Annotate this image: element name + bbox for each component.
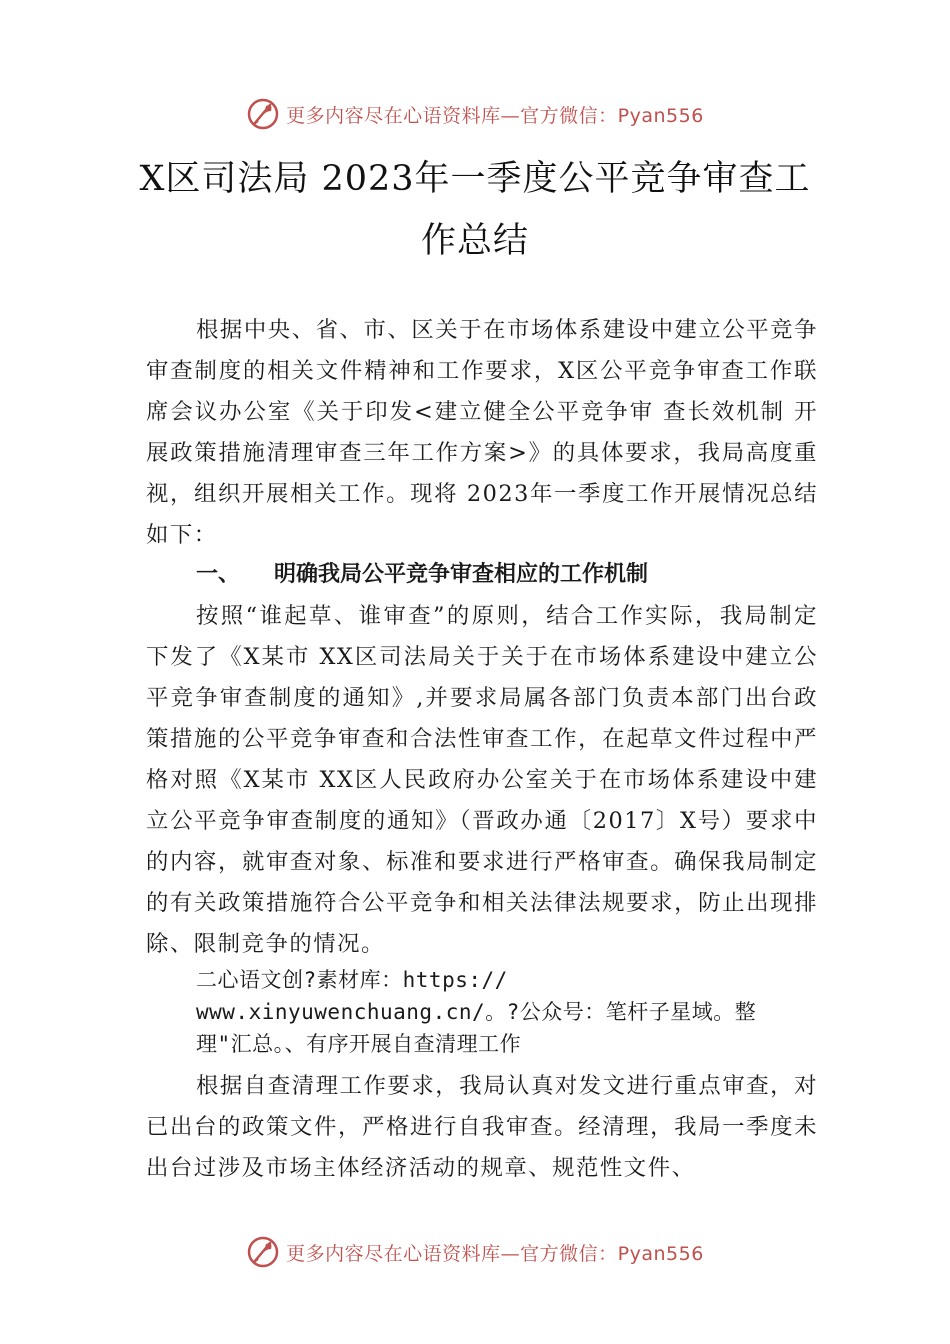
watermark-line-1: 二心语文创?素材库：https:// — [196, 968, 508, 992]
header-watermark-banner — [0, 94, 950, 134]
section2-paragraph: 根据自查清理工作要求，我局认真对发文进行重点审查，对已出台的政策文件，严格进行自我审查。经清理，我局一季度未出台过涉及市场主体经济活动的规章、规范性文件、 — [146, 1073, 818, 1181]
document-title-line2: 作总结 — [420, 221, 529, 261]
banner-text: 更多内容尽在心语资料库—官方微信：Pyan556 — [286, 1242, 704, 1265]
wechat-id: Pyan556 — [617, 1242, 704, 1265]
document-title-line1: X区司法局 2023年一季度公平竞争审查工 — [139, 159, 811, 199]
footer-watermark-banner — [0, 1232, 950, 1272]
section1-paragraph: 按照“谁起草、谁审查”的原则，结合工作实际，我局制定下发了《X某市 XX区司法局关于关于在市场体系建设中建立公平竞争审查制度的通知》,并要求局属各部门负责本部门出台政策措施的公平竞争审查和合法性审查工作，在起草文件过程中严格对照《X某市 XX区人民政府办公室关于在市场体系建设中建立公平竞争审查制度的通知》（晋政办通〔2017〕X号）要求中的内容，就审查对象、标准和要求进行严格审查。确保我局制定的有关政策措施符合公平竞争和相关法律法规要求，防止出现排除、限制竞争的情况。 — [146, 603, 818, 957]
quill-logo-icon — [246, 97, 280, 131]
watermark-line-3: 理"汇总。、有序开展自查清理工作 — [196, 1032, 522, 1056]
embedded-watermark-heading — [196, 964, 816, 1060]
wechat-id: Pyan556 — [617, 104, 704, 127]
banner-text: 更多内容尽在心语资料库—官方微信：Pyan556 — [286, 104, 704, 127]
section1-heading — [196, 554, 648, 595]
intro-paragraph: 根据中央、省、市、区关于在市场体系建设中建立公平竞争审查制度的相关文件精神和工作要求，X区公平竞争审查工作联席会议办公室《关于印发<建立健全公平竞争审 查长效机制 开展政策措施清理审查三年工作方案>》的具体要求，我局高度重视，组织开展相关工作。现将 2023年一季度工作开展情况总结如下： — [146, 317, 818, 548]
watermark-line-2: www.xinyuwenchuang.cn/。?公众号：笔杆子星域。整 — [196, 1000, 757, 1024]
quill-logo-icon — [246, 1235, 280, 1269]
section1-title: 明确我局公平竞争审查相应的工作机制 — [274, 562, 649, 587]
section1-number: 一、 — [196, 562, 241, 587]
